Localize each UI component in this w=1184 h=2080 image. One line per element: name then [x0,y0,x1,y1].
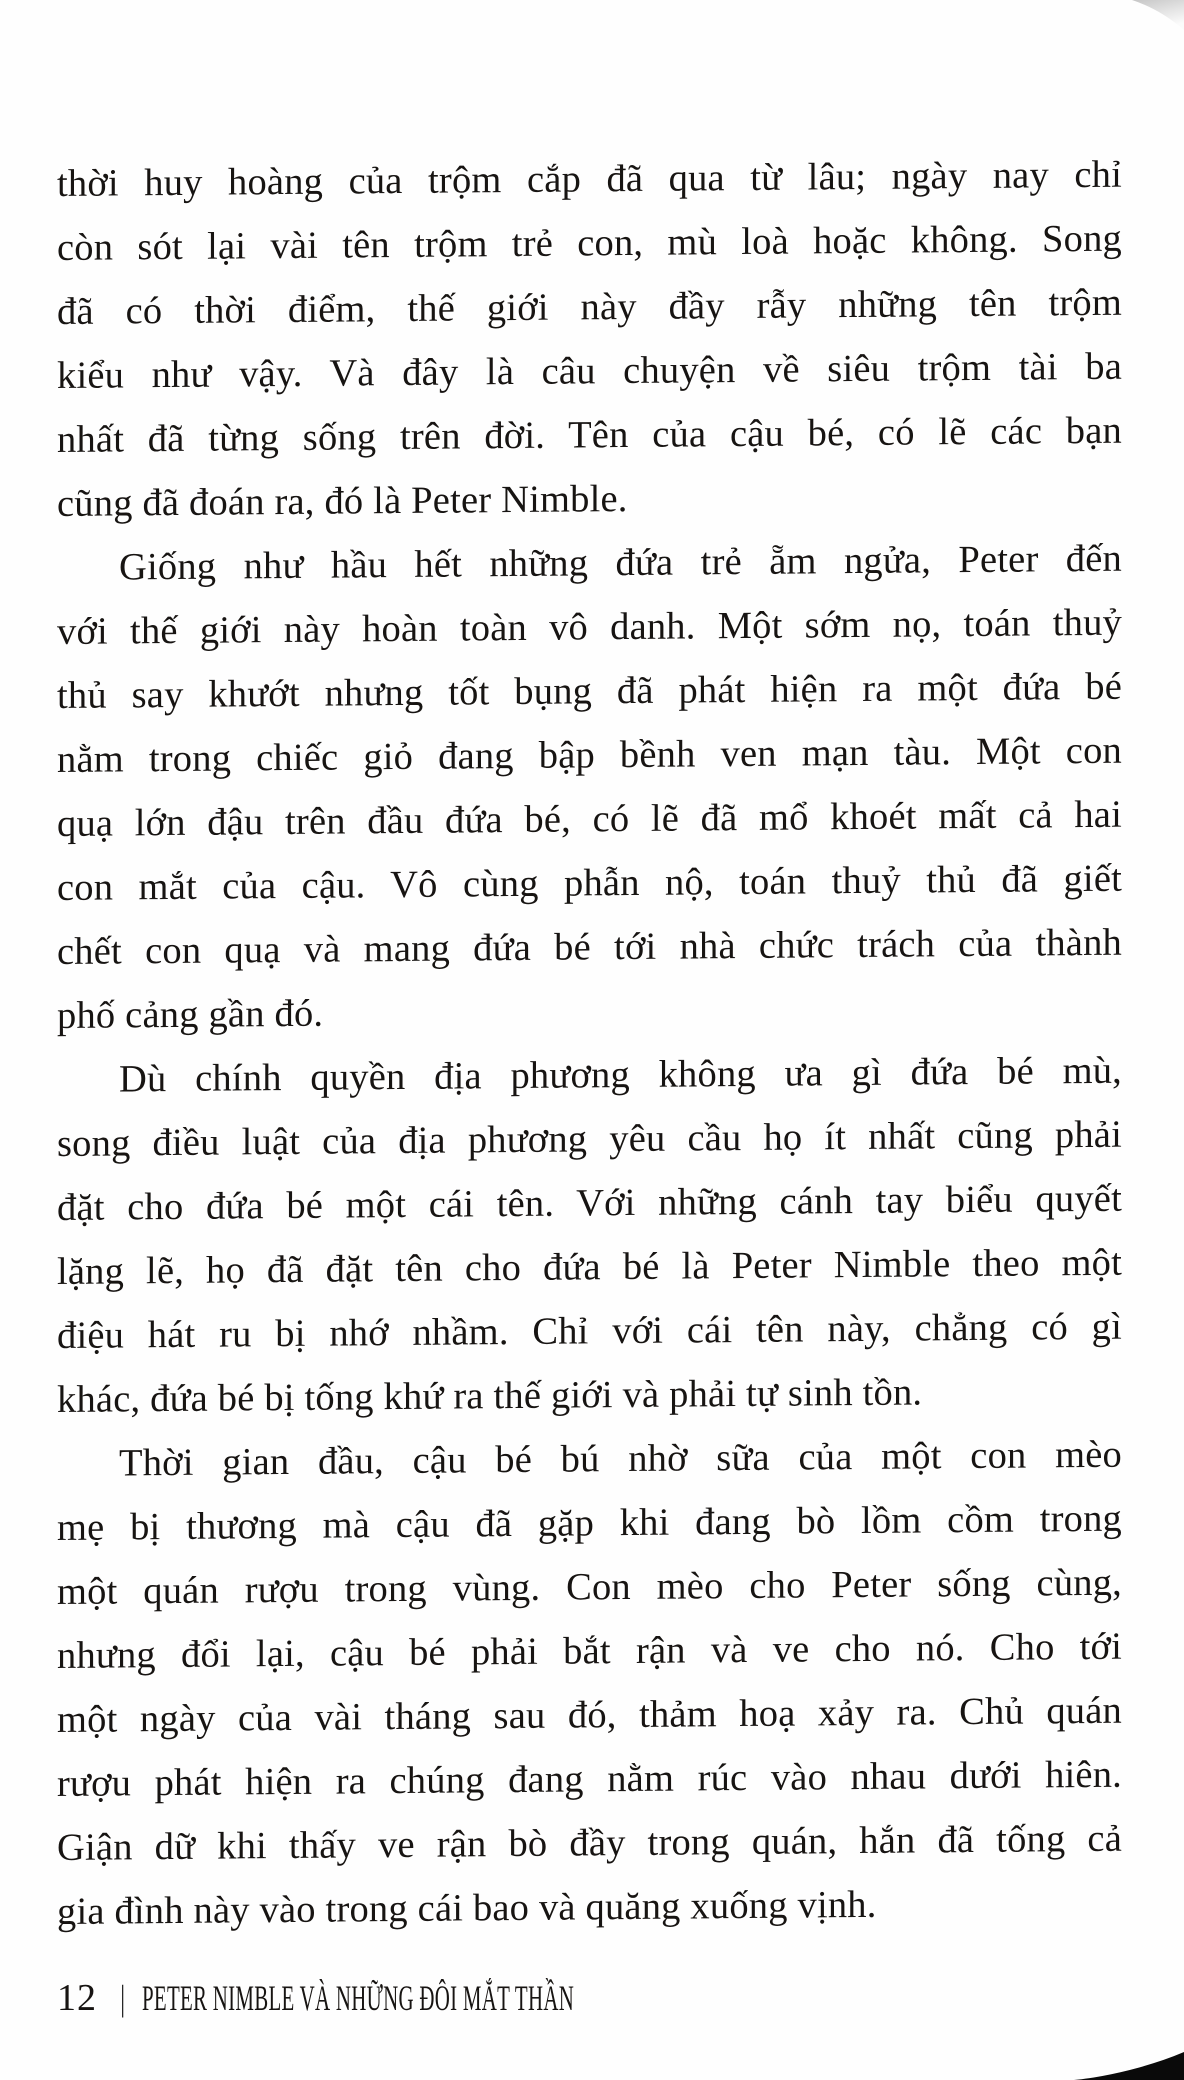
text-line: song điều luật của địa phương yêu cầu họ ít nhất cũng phải [57,1113,1122,1165]
body-text-block [57,143,1122,1944]
paragraph [57,143,1122,536]
text-line: đã có thời điểm, thế giới này đầy rẫy những tên trộm [57,281,1122,333]
text-line: một ngày của vài tháng sau đó, thảm hoạ xảy ra. Chủ quán [57,1689,1122,1741]
text-line: Dù chính quyền địa phương không ưa gì đứa bé mù, [119,1049,1122,1101]
text-line: điệu hát ru bị nhớ nhầm. Chỉ với cái tên này, chẳng có gì [57,1305,1122,1357]
text-line: còn sót lại vài tên trộm trẻ con, mù loà hoặc không. Song [57,217,1122,269]
text-line: rượu phát hiện ra chúng đang nằm rúc vào nhau dưới hiên. [57,1753,1122,1805]
paragraph [57,1423,1122,1944]
page-curl-icon [1118,0,1184,34]
text-line: cũng đã đoán ra, đó là Peter Nimble. [57,478,628,525]
text-line: thủ say khướt nhưng tốt bụng đã phát hiện ra một đứa bé [57,665,1122,717]
text-line: lặng lẽ, họ đã đặt tên cho đứa bé là Peter Nimble theo một [57,1241,1122,1293]
text-line: Thời gian đầu, cậu bé bú nhờ sữa của một con mèo [119,1433,1122,1485]
footer-separator: | [120,1978,126,2018]
scan-edge-icon [1074,2048,1184,2080]
page-number: 12 [57,1977,97,2019]
text-line: chết con quạ và mang đứa bé tới nhà chức trách của thành [57,921,1122,973]
text-line: với thế giới này hoàn toàn vô danh. Một sớm nọ, toán thuỷ [57,601,1122,653]
text-line: phố cảng gần đó. [57,992,324,1037]
text-line: Giận dữ khi thấy ve rận bò đầy trong quán, hắn đã tống cả [57,1817,1122,1869]
text-line: con mắt của cậu. Vô cùng phẫn nộ, toán thuỷ thủ đã giết [57,857,1122,909]
text-line: thời huy hoàng của trộm cắp đã qua từ lâu; ngày nay chỉ [57,153,1122,205]
text-line: đặt cho đứa bé một cái tên. Với những cánh tay biểu quyết [57,1177,1122,1229]
text-line: quạ lớn đậu trên đầu đứa bé, có lẽ đã mổ khoét mất cả hai [57,793,1122,845]
paragraph [57,1039,1122,1432]
text-line: Giống như hầu hết những đứa trẻ ẵm ngửa, Peter đến [119,537,1122,589]
text-line: mẹ bị thương mà cậu đã gặp khi đang bò lồm cồm trong [57,1497,1122,1549]
text-line: nằm trong chiếc giỏ đang bập bềnh ven mạn tàu. Một con [57,729,1122,781]
page-footer [57,1972,887,2024]
paragraph [57,527,1122,1048]
text-line: nhưng đổi lại, cậu bé phải bắt rận và ve cho nó. Cho tới [57,1625,1122,1677]
text-line: một quán rượu trong vùng. Con mèo cho Peter sống cùng, [57,1561,1122,1613]
text-line: nhất đã từng sống trên đời. Tên của cậu bé, có lẽ các bạn [57,409,1122,461]
text-line: khác, đứa bé bị tống khứ ra thế giới và phải tự sinh tồn. [57,1371,923,1421]
text-line: kiểu như vậy. Và đây là câu chuyện về siêu trộm tài ba [57,345,1122,397]
running-title: PETER NIMBLE VÀ NHỮNG ĐÔI MẮT THẦN [142,1978,575,2018]
text-line: gia đình này vào trong cái bao và quăng xuống vịnh. [57,1883,877,1933]
